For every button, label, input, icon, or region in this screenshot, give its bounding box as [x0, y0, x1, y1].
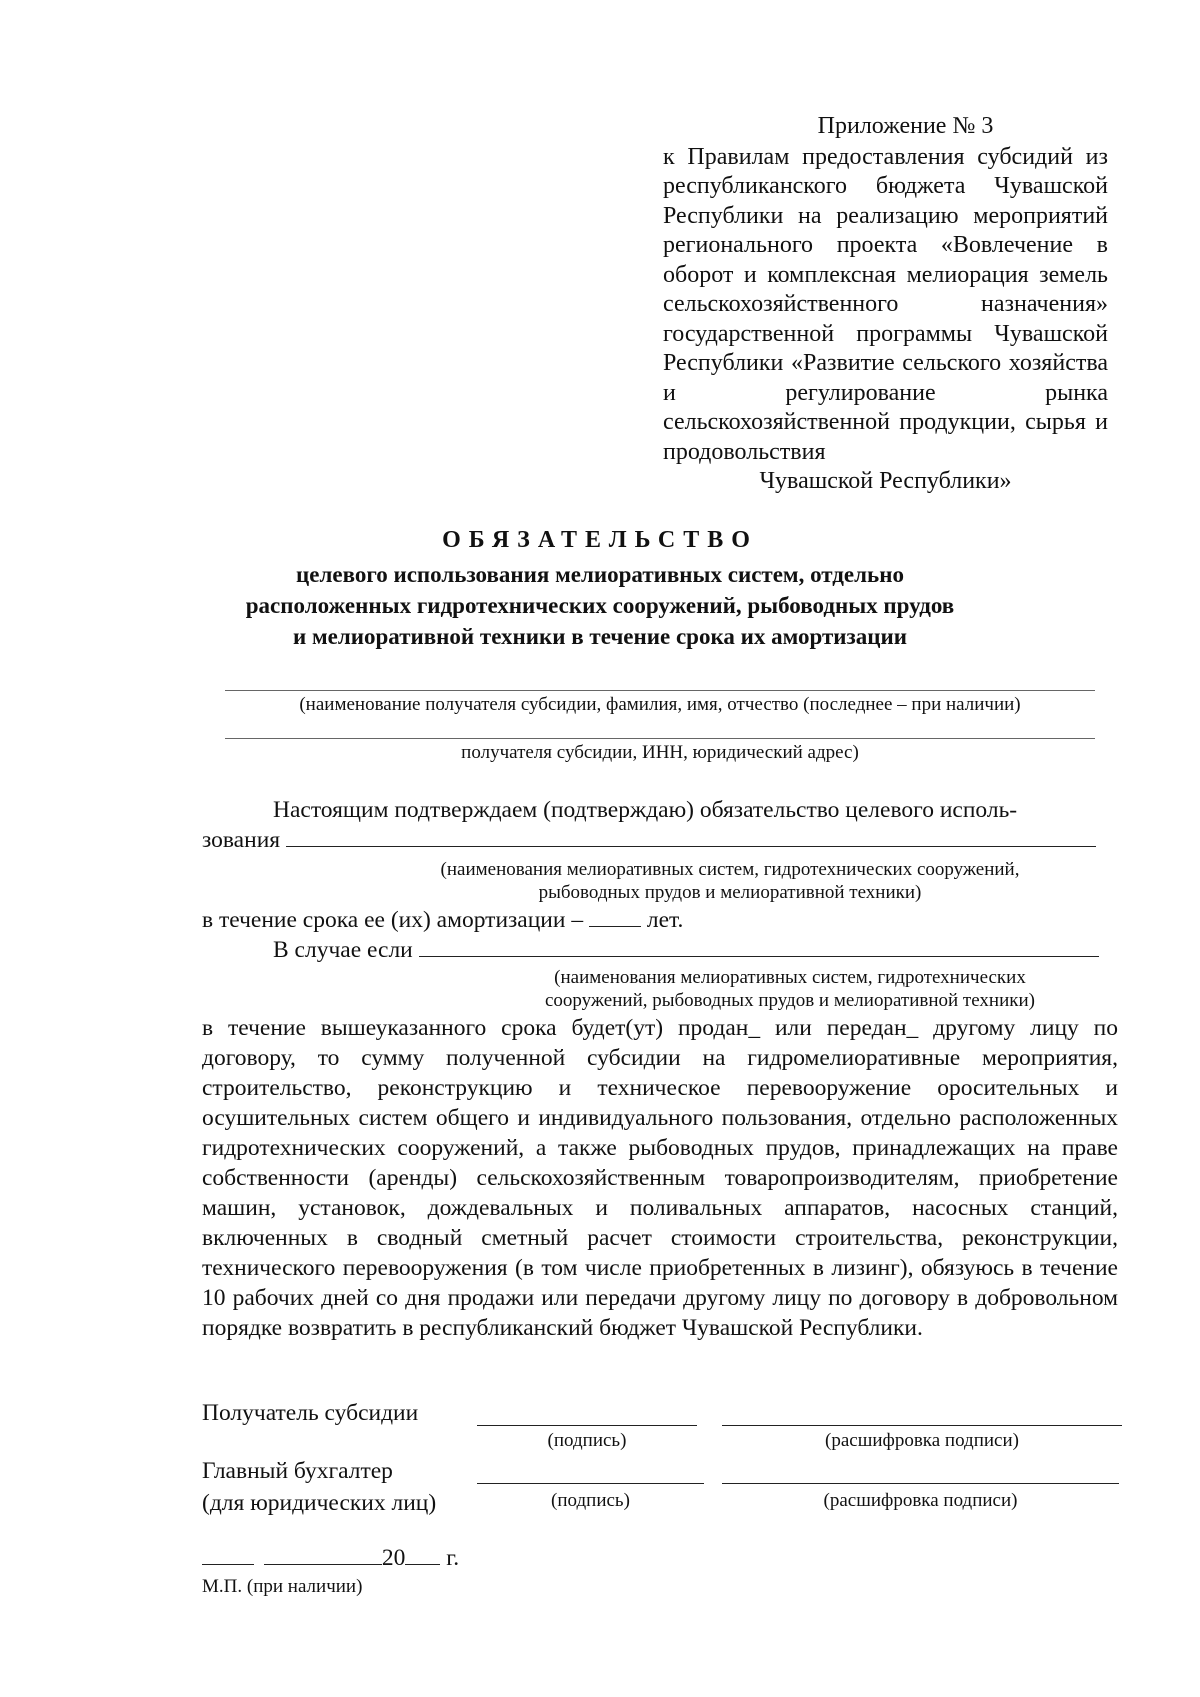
- para1-line1: Настоящим подтверждаем (подтверждаю) обязательство целевого исполь-: [273, 797, 1018, 823]
- recipient-signature-line[interactable]: [477, 1425, 697, 1426]
- recipient-line-2: [225, 738, 1095, 739]
- accountant-signature-hint: (подпись): [551, 1490, 630, 1511]
- subtitle-line: расположенных гидротехнических сооружений, рыбоводных прудов: [245, 593, 955, 618]
- accountant-label: Главный бухгалтер: [202, 1458, 393, 1484]
- para1-line3-suffix: лет.: [646, 907, 684, 933]
- date-year-blank[interactable]: [405, 1564, 440, 1565]
- systems-name-blank[interactable]: [286, 846, 1096, 847]
- recipient-line-1: [225, 690, 1095, 691]
- date-day-blank[interactable]: [202, 1564, 254, 1565]
- date-suffix: г.: [446, 1545, 460, 1571]
- appendix-last-line: Чувашской Республики»: [759, 468, 1012, 494]
- accountant-signature-line[interactable]: [477, 1483, 704, 1484]
- para2-line1: [273, 935, 1099, 965]
- para1-line3: [202, 905, 683, 935]
- systems-hint-2: рыбоводных прудов и мелиоративной техники): [538, 882, 922, 903]
- para1-line3-prefix: в течение срока ее (их) амортизации –: [202, 907, 584, 933]
- accountant-decode-line[interactable]: [722, 1483, 1119, 1484]
- recipient-decode-hint: (расшифровка подписи): [825, 1430, 1019, 1451]
- appendix-block: [663, 112, 1108, 497]
- para2-prefix: В случае если: [273, 937, 413, 963]
- recipient-label: Получатель субсидии: [202, 1400, 419, 1426]
- document-title: ОБЯЗАТЕЛЬСТВО: [442, 527, 758, 553]
- sold-systems-blank[interactable]: [419, 956, 1099, 957]
- accountant-sublabel: (для юридических лиц): [202, 1490, 437, 1516]
- para1-line2: [202, 825, 1096, 855]
- para2-body: в течение вышеуказанного срока будет(ут) продан_ или передан_ другому лицу по договору, то сумму полученной субсидии на гидромелиоративные мероприятия, строительство, реконструкцию и техническое перевооружение оросительных и осушительных систем общего и индивидуального пользования, отдельно расположенных гидротехнических сооружений, а также рыбоводных прудов, принадлежащих на праве собственности (аренды) сельскохозяйственным товаропроизводителям, приобретение машин, установок, дождевальных и поливальных аппаратов, насосных станций, включенных в сводный сметный расчет стоимости строительства, реконструкции, технического перевооружения (в том числе приобретенных в лизинг), обязуюсь в течение 10 рабочих дней со дня продажи или передачи другому лицу по договору в добровольном порядке возвратить в республиканский бюджет Чувашской Республики.: [202, 1015, 1118, 1341]
- subtitle-line: целевого использования мелиоративных систем, отдельно: [296, 562, 904, 587]
- systems-hint-1: (наименования мелиоративных систем, гидротехнических сооружений,: [440, 859, 1020, 880]
- sold-systems-hint-1: (наименования мелиоративных систем, гидротехнических: [554, 967, 1026, 988]
- stamp-note: М.П. (при наличии): [202, 1576, 363, 1597]
- appendix-heading: Приложение № 3: [817, 113, 994, 139]
- appendix-body: к Правилам предоставления субсидий из республиканского бюджета Чувашской Республики на реализацию мероприятий регионального проекта «Вовлечение в оборот и комплексная мелиорация земель сельскохозяйственного назначения» государственной программы Чувашской Республики «Развитие сельского хозяйства и регулирование рынка сельскохозяйственной продукции, сырья и продовольствия: [663, 143, 1108, 465]
- date-year-prefix: 20: [381, 1545, 406, 1571]
- date-month-blank[interactable]: [264, 1564, 382, 1565]
- document-subtitle: [190, 559, 1010, 652]
- title-block: [190, 525, 1010, 652]
- subtitle-line: и мелиоративной техники в течение срока их амортизации: [292, 624, 908, 649]
- para1-line2-prefix: зования: [202, 827, 281, 853]
- accountant-decode-hint: (расшифровка подписи): [823, 1490, 1018, 1511]
- recipient-decode-line[interactable]: [722, 1425, 1122, 1426]
- recipient-hint-1: (наименование получателя субсидии, фамилия, имя, отчество (последнее – при наличии): [299, 694, 1021, 715]
- sold-systems-hint-2: сооружений, рыбоводных прудов и мелиоративной техники): [545, 990, 1035, 1011]
- amortization-years-blank[interactable]: [589, 926, 641, 927]
- recipient-hint-2: получателя субсидии, ИНН, юридический адрес): [461, 742, 859, 763]
- date-line: [202, 1543, 459, 1573]
- recipient-signature-hint: (подпись): [547, 1430, 627, 1451]
